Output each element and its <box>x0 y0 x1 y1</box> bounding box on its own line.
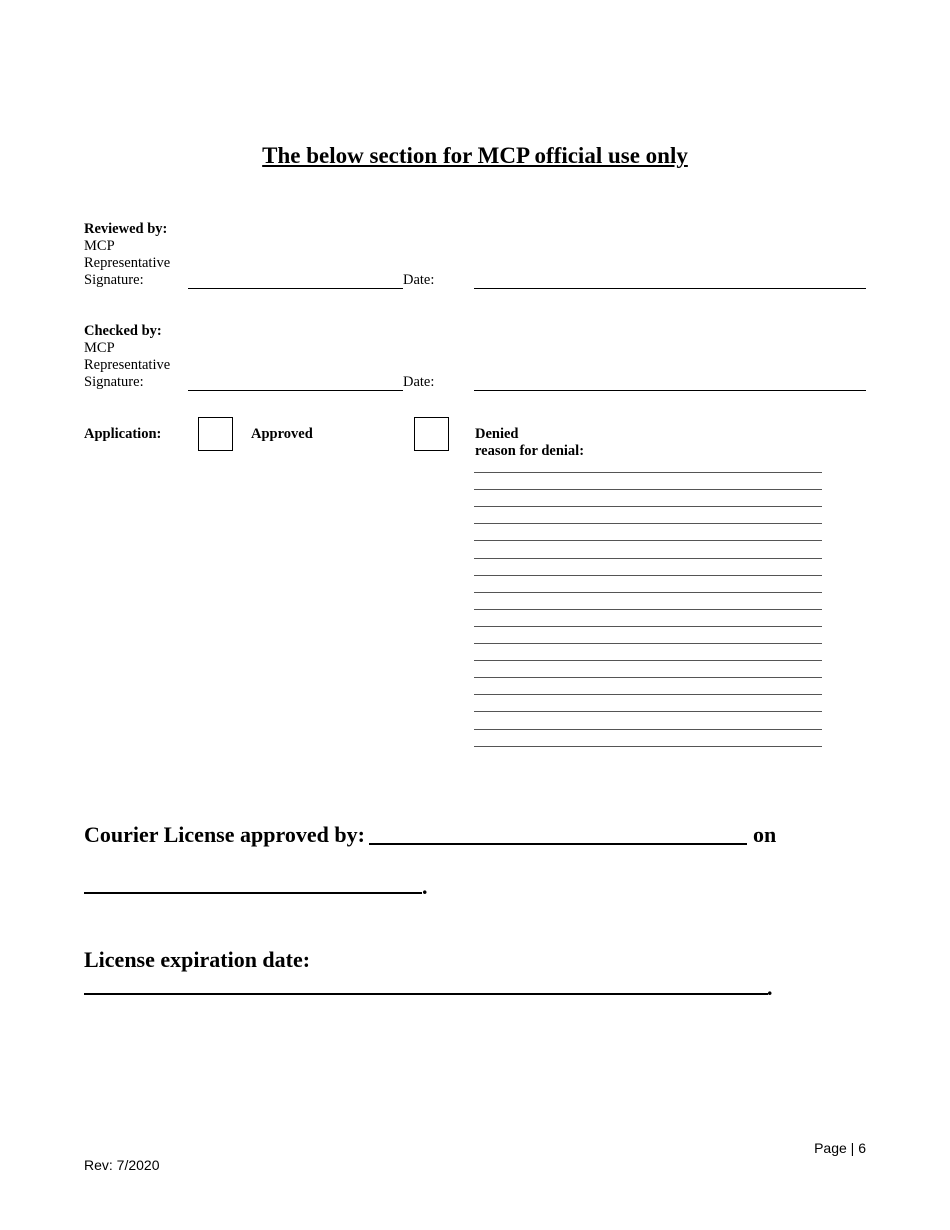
checked-representative-label: Representative <box>84 357 171 373</box>
reason-line[interactable] <box>474 711 822 712</box>
reason-line[interactable] <box>474 540 822 541</box>
checked-date-line[interactable] <box>474 390 866 391</box>
courier-license-label: Courier License approved by: <box>84 822 365 847</box>
reviewed-signature-line[interactable] <box>188 288 403 289</box>
page-title: The below section for MCP official use only <box>262 143 688 168</box>
reason-line[interactable] <box>474 523 822 524</box>
license-expiration-line[interactable] <box>84 993 768 995</box>
reason-line[interactable] <box>474 626 822 627</box>
revision-label: Rev: 7/2020 <box>84 1157 160 1173</box>
approved-label: Approved <box>251 426 313 442</box>
checked-by-heading: Checked by: <box>84 323 162 339</box>
reviewed-date-label: Date: <box>403 272 435 288</box>
expiration-period: . <box>767 975 773 1000</box>
reason-line[interactable] <box>474 506 822 507</box>
reason-line[interactable] <box>474 694 822 695</box>
reason-line[interactable] <box>474 489 822 490</box>
checked-mcp-label: MCP <box>84 340 115 356</box>
reason-line[interactable] <box>474 575 822 576</box>
reviewed-signature-label: Signature: <box>84 272 144 288</box>
reason-line[interactable] <box>474 660 822 661</box>
checked-date-label: Date: <box>403 374 435 390</box>
license-expiration-label: License expiration date: <box>84 947 311 972</box>
checked-signature-label: Signature: <box>84 374 144 390</box>
courier-approved-by-line[interactable] <box>369 843 747 845</box>
checked-signature-line[interactable] <box>188 390 403 391</box>
reason-line[interactable] <box>474 472 822 473</box>
courier-period: . <box>422 874 428 899</box>
reason-line[interactable] <box>474 729 822 730</box>
courier-on-label: on <box>753 822 777 847</box>
page-separator: | <box>850 1140 855 1156</box>
page-label: Page <box>814 1140 847 1156</box>
denied-checkbox[interactable] <box>414 417 449 451</box>
approved-checkbox[interactable] <box>198 417 233 451</box>
courier-date-line[interactable] <box>84 892 422 894</box>
application-label: Application: <box>84 426 162 442</box>
denied-label: Denied <box>475 426 519 442</box>
reason-line[interactable] <box>474 609 822 610</box>
reason-line[interactable] <box>474 643 822 644</box>
page-number <box>814 1140 866 1157</box>
reviewed-date-line[interactable] <box>474 288 866 289</box>
reviewed-by-heading: Reviewed by: <box>84 221 168 237</box>
reason-line[interactable] <box>474 558 822 559</box>
reason-for-denial-label: reason for denial: <box>475 443 585 459</box>
reviewed-representative-label: Representative <box>84 255 171 271</box>
reason-line[interactable] <box>474 746 822 747</box>
page-number-value: 6 <box>858 1140 866 1156</box>
reason-line[interactable] <box>474 592 822 593</box>
reviewed-mcp-label: MCP <box>84 238 115 254</box>
reason-line[interactable] <box>474 677 822 678</box>
